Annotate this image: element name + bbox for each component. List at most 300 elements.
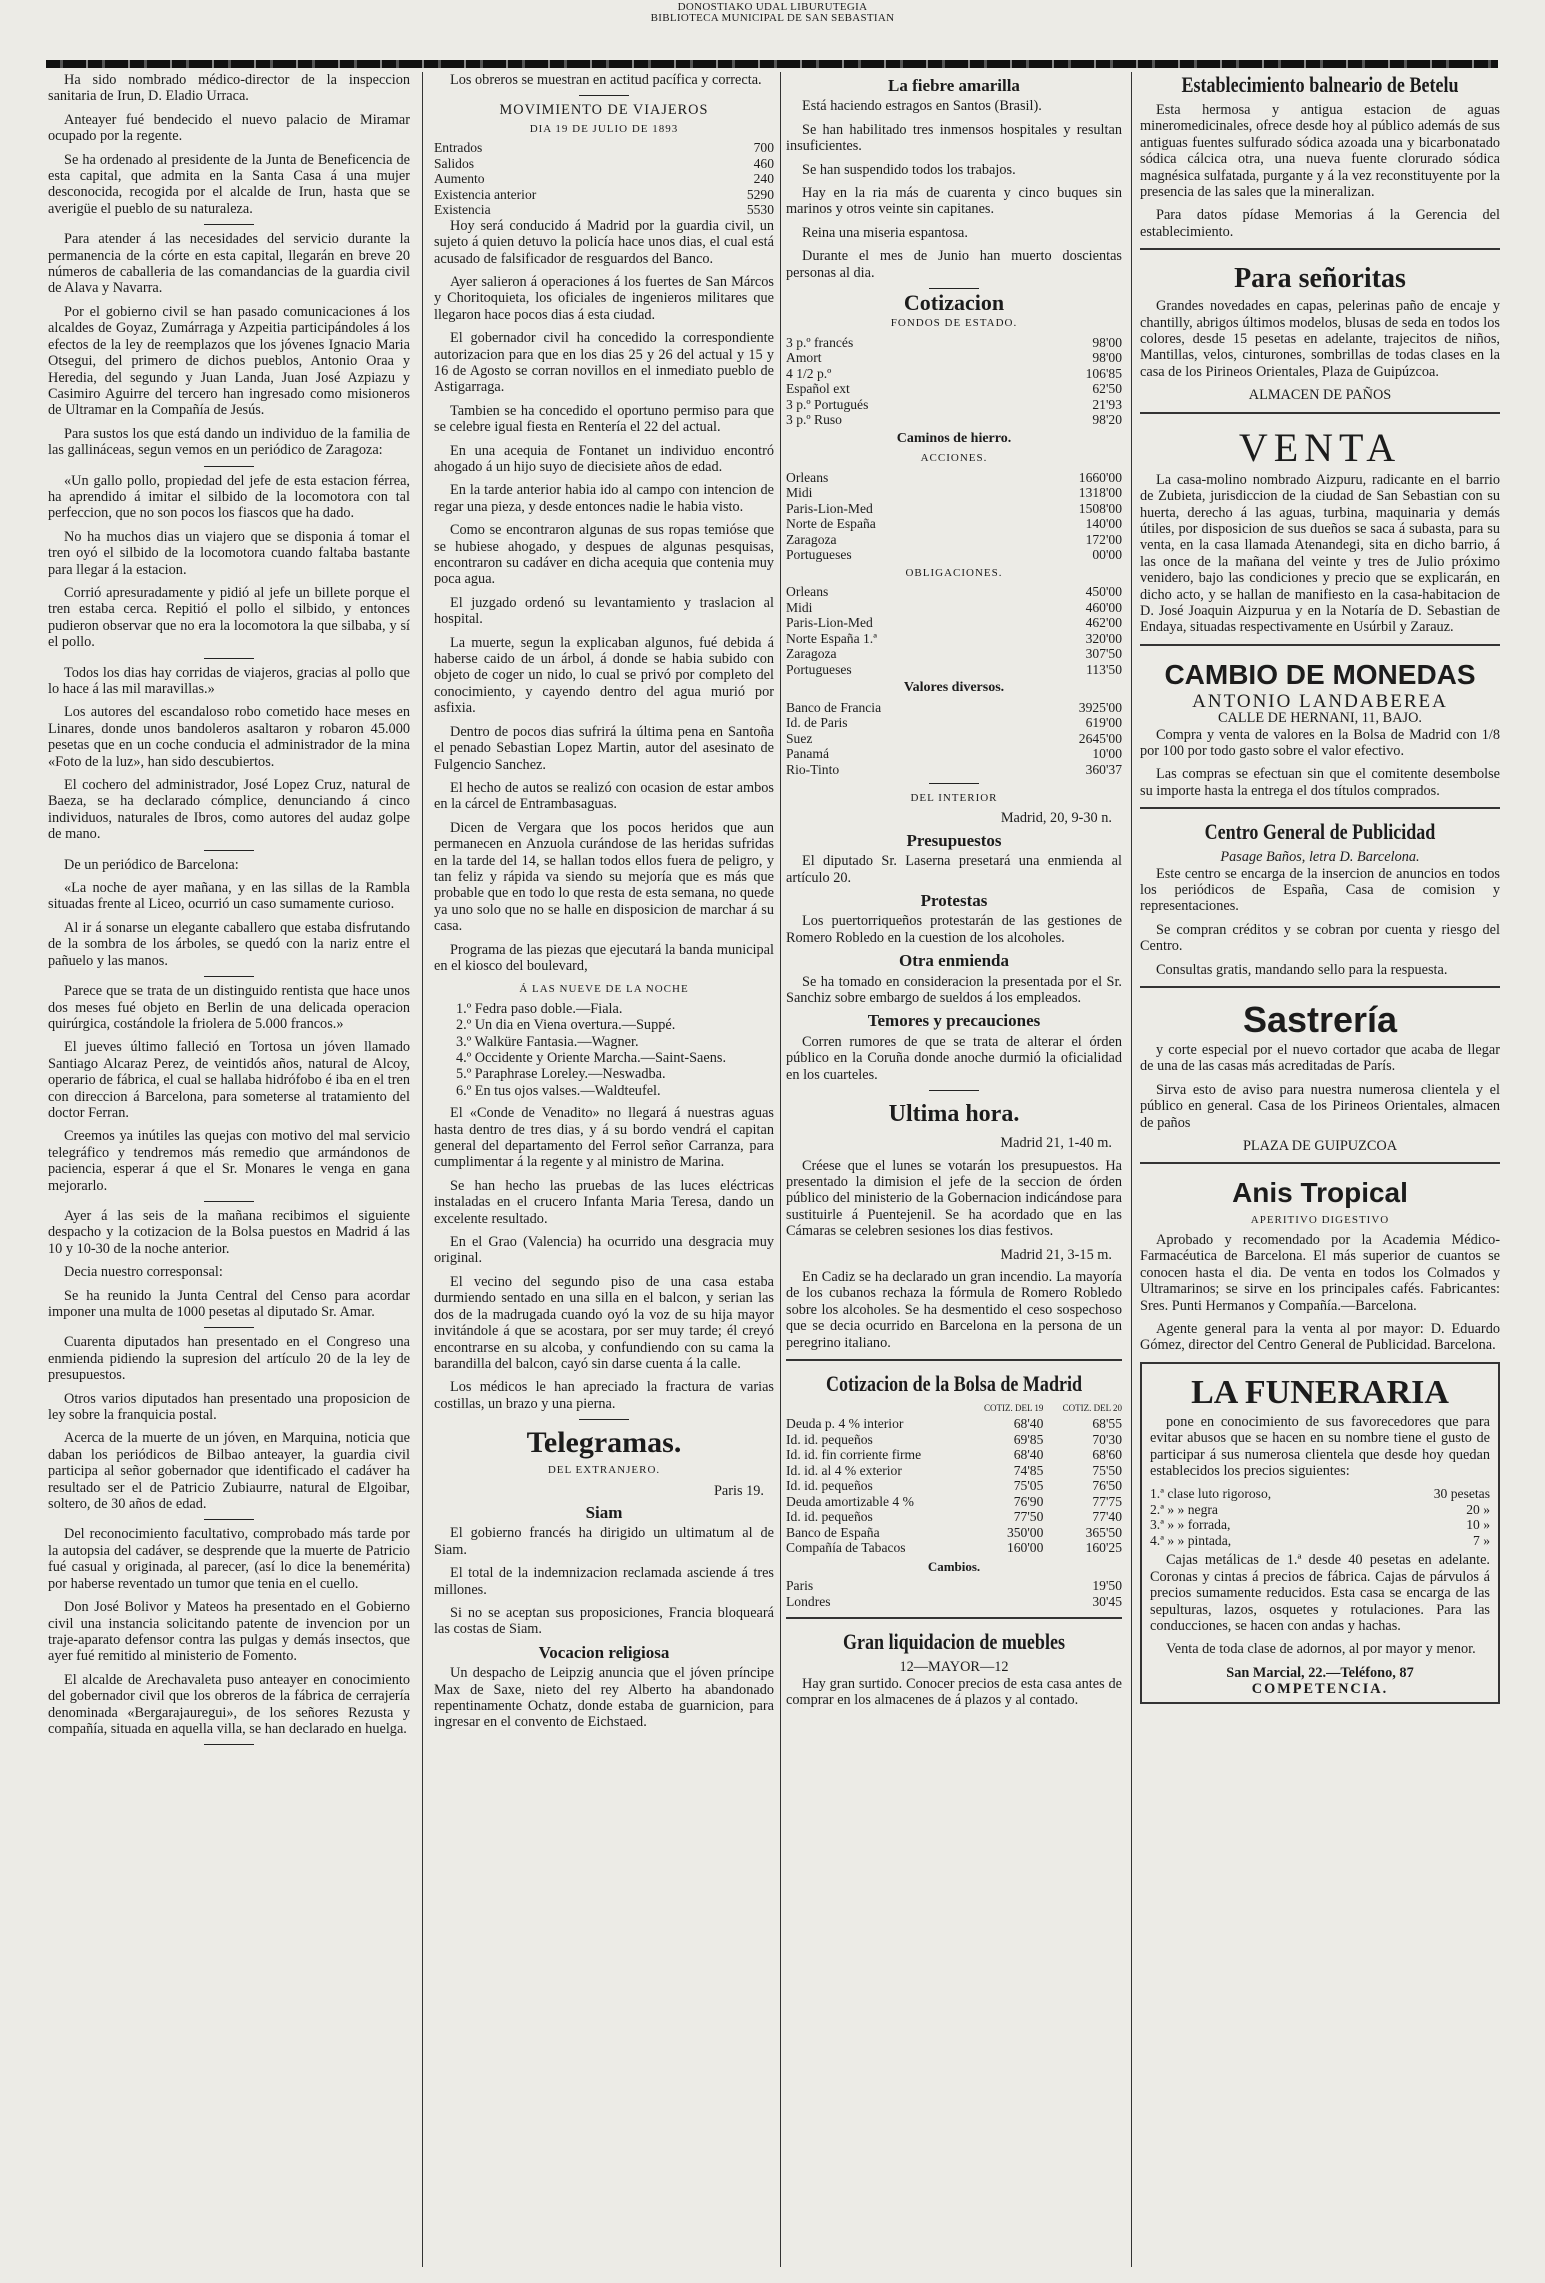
row-value: 2645'00 bbox=[1078, 730, 1122, 746]
state-funds-subheading: FONDOS DE ESTADO. bbox=[890, 317, 1018, 330]
row-value: 240 bbox=[753, 171, 774, 187]
row-label: 2.ª » » negra bbox=[1150, 1501, 1218, 1517]
row-label: Panamá bbox=[786, 746, 830, 761]
news-paragraph: Hay en la ria más de cuarenta y cinco buques sin marinos y otros veinte sin capitanes. bbox=[786, 185, 1122, 218]
news-paragraph: Programa de las piezas que ejecutará la banda municipal en el kiosco del boulevard, bbox=[434, 941, 774, 974]
row-value: 68'60 bbox=[1092, 1447, 1122, 1463]
row-value: 10 » bbox=[1466, 1517, 1490, 1533]
news-paragraph: Por el gobierno civil se han pasado comunicaciones á los alcaldes de Goyaz, Zumárraga y Azpeitia participándoles á los efectos de la ley de reemplazos que los jóvenes Ignacio Maria Otsegui, del primero de dichos pueblos, Antonio Oraa y Heredia, del segundo y Juan Landa, Juan José Azpiazu y Casimiro Aguirre del tercero han ingresado como misioneros de Ultramar en la Compañía de Jesús. bbox=[48, 303, 410, 419]
row-label: 3.ª » » forrada, bbox=[1150, 1517, 1231, 1533]
stock-row bbox=[786, 1509, 1122, 1525]
program-item: 1.º Fedra paso doble.—Fiala. bbox=[456, 1000, 623, 1017]
news-paragraph: Si no se aceptan sus proposiciones, Francia bloqueará las costas de Siam. bbox=[434, 1604, 774, 1638]
news-paragraph: Un despacho de Leipzig anuncia que el jóven príncipe Max de Saxe, nieto del rey Alberto ha abandonado repentinamente Ochatz, donde estaba de guarnicion, para ingresar en el convento de Eichstaed. bbox=[434, 1665, 774, 1731]
row-value: 77'50 bbox=[1013, 1509, 1044, 1525]
ad-text: Venta de toda clase de adornos, al por mayor y menor. bbox=[1166, 1641, 1476, 1658]
row-value: 98'20 bbox=[1092, 412, 1122, 428]
currency-exchange-heading: CAMBIO DE MONEDAS bbox=[1164, 658, 1476, 690]
ad-text: Para datos pídase Memorias á la Gerencia del establecimiento. bbox=[1140, 207, 1500, 240]
budget-heading: Presupuestos bbox=[906, 830, 1002, 850]
news-paragraph: En el Grao (Valencia) ha ocurrido una desgracia muy original. bbox=[434, 1234, 774, 1267]
separator bbox=[204, 1744, 254, 1745]
row-label: Salidos bbox=[434, 155, 475, 171]
column-divider bbox=[780, 72, 781, 2267]
news-paragraph: En Cadiz se ha declarado un gran incendio. La mayoría de los cubanos rechaza la fórmula de Romero Robledo sobre los alcoholes. Se ha desmentido el ceso sospechoso que se decia ocurrido en Barcelona en la persona de un peregrino italiano. bbox=[786, 1268, 1122, 1351]
row-label: Zaragoza bbox=[786, 646, 837, 662]
row-label: Español ext bbox=[786, 381, 850, 397]
news-paragraph: El vecino del segundo piso de una casa estaba durmiendo sentado en una silla en el balcon, y serian las dos de la madrugada cuando oyó la voz de su hija mayor invitándole á que se acostara, por ser muy tarde; él creyó encontrarse en su alcoba, y confundiendo con su cama la barandilla del balcon, cayó sin darse cuenta á la calle. bbox=[434, 1273, 774, 1372]
news-paragraph: No ha muchos dias un viajero que se disponia á tomar el tren oyó el silbido de la locomotora cuando faltaba bastante para llegar á la estacion. bbox=[48, 528, 410, 578]
travellers-table bbox=[434, 140, 774, 218]
row-label: Amort bbox=[786, 350, 822, 366]
stock-row bbox=[786, 1447, 1122, 1463]
stock-row bbox=[786, 1494, 1122, 1510]
news-paragraph: Está haciendo estragos en Santos (Brasil). bbox=[802, 98, 1042, 115]
separator bbox=[204, 1327, 254, 1328]
row-value: 77'40 bbox=[1092, 1509, 1122, 1525]
anis-subheading: APERITIVO DIGESTIVO bbox=[1250, 1214, 1390, 1227]
news-paragraph: Corren rumores de que se trata de alterar el órden público en la Coruña donde anoche durmió la oficialidad en los cuarteles. bbox=[786, 1033, 1122, 1083]
separator bbox=[579, 95, 629, 96]
row-value: 5290 bbox=[746, 186, 774, 202]
stock-row bbox=[786, 1432, 1122, 1448]
row-label: Entrados bbox=[434, 140, 483, 156]
price-row bbox=[1150, 1533, 1490, 1549]
quote-row bbox=[786, 381, 1122, 397]
row-label: Id. id. fin corriente firme bbox=[786, 1447, 922, 1463]
row-label: 1.ª clase luto rigoroso, bbox=[1150, 1486, 1272, 1502]
row-label: Existencia anterior bbox=[434, 186, 537, 202]
funeral-address: San Marcial, 22.—Teléfono, 87 bbox=[1226, 1664, 1414, 1681]
row-value: 98'00 bbox=[1092, 334, 1122, 350]
railways-subheading: Caminos de hierro. bbox=[896, 430, 1012, 446]
quote-row bbox=[786, 501, 1122, 517]
quote-row bbox=[786, 584, 1122, 600]
row-value: 68'40 bbox=[1013, 1447, 1044, 1463]
column-advertisements bbox=[1140, 72, 1500, 2267]
news-paragraph: Acerca de la muerte de un jóven, en Marquina, noticia que daban los periódicos de Bilbao anteayer, la guardia civil participa al señor gobernador que identificado el cadáver ha resultado ser el de Patricio Zubiaurre, natural de Elgoibar, soltero, de 30 años de edad. bbox=[48, 1430, 410, 1513]
separator bbox=[929, 1090, 979, 1091]
travellers-row bbox=[434, 140, 774, 156]
row-value: 00'00 bbox=[1092, 547, 1122, 563]
row-label: Midi bbox=[786, 599, 813, 615]
row-label: Paris-Lion-Med bbox=[786, 500, 873, 516]
news-paragraph: Se ha tomado en consideracion la presentada por el Sr. Sanchiz sobre embargo de sueldos á los empleados. bbox=[786, 973, 1122, 1007]
row-value: 70'30 bbox=[1092, 1431, 1122, 1447]
row-value: 19'50 bbox=[1092, 1578, 1122, 1594]
state-funds-table bbox=[786, 335, 1122, 428]
quote-row bbox=[786, 731, 1122, 747]
funeral-price-table bbox=[1150, 1486, 1490, 1548]
news-paragraph: Al ir á sonarse un elegante caballero que estaba disfrutando de la sombra de los árboles, se quedó con la nariz entre el pañuelo y las manos. bbox=[48, 919, 410, 969]
row-value: 172'00 bbox=[1085, 531, 1122, 547]
travellers-row bbox=[434, 202, 774, 218]
column-header: COTIZ. DEL 20 bbox=[1062, 1402, 1122, 1413]
news-paragraph: Para atender á las necesidades del servicio durante la permanencia de la córte en esta capital, llegarán en breve 20 números de caballeria de las comandancias de la guardia civil de Alava y Navarra. bbox=[48, 231, 410, 297]
stock-row bbox=[786, 1478, 1122, 1494]
row-value: 307'50 bbox=[1085, 646, 1122, 662]
news-paragraph: Del reconocimiento facultativo, comprobado más tarde por la autopsia del cadáver, se desprende que la muerte de Patricio fué casual y originada, al parecer, (así lo dice la benemérita) por haberse reventado un tumor que tenia en el cuello. bbox=[48, 1526, 410, 1592]
shares-subheading: ACCIONES. bbox=[920, 452, 988, 465]
row-value: 1318'00 bbox=[1078, 485, 1122, 501]
abroad-subheading: DEL EXTRANJERO. bbox=[547, 1464, 661, 1477]
sale-heading: VENTA bbox=[1238, 424, 1402, 470]
shares-table bbox=[786, 470, 1122, 563]
table-header bbox=[786, 1401, 1122, 1417]
news-paragraph: Se han suspendido todos los trabajos. bbox=[802, 161, 1016, 178]
fears-heading: Temores y precauciones bbox=[867, 1011, 1041, 1031]
quote-row bbox=[786, 746, 1122, 762]
ad-text: pone en conocimiento de sus favorecedores que para evitar abusos que se hacen en su nombre tiene el gusto de participar á sus numerosa clientela que desde hoy quedan establecidos los precios siguientes: bbox=[1150, 1413, 1490, 1479]
news-paragraph: El gobierno francés ha dirigido un ultimatum al de Siam. bbox=[434, 1525, 774, 1558]
funeral-heading: LA FUNERARIA bbox=[1191, 1373, 1449, 1411]
column-news-telegrams bbox=[434, 72, 774, 2267]
quote-row bbox=[786, 485, 1122, 501]
last-hour-heading: Ultima hora. bbox=[888, 1101, 1020, 1128]
row-value: 77'75 bbox=[1092, 1493, 1122, 1509]
price-row bbox=[1150, 1502, 1490, 1518]
quote-row bbox=[786, 646, 1122, 662]
row-label: Id. id. pequeños bbox=[786, 1509, 873, 1525]
column-local-news bbox=[48, 72, 410, 2267]
madrid-dateline: Madrid, 20, 9-30 n. bbox=[1000, 810, 1112, 827]
quote-row bbox=[786, 516, 1122, 532]
news-paragraph: El diputado Sr. Laserna presetará una enmienda al artículo 20. bbox=[786, 853, 1122, 886]
news-paragraph: Otros varios diputados han presentado una proposicion de ley sobre la franquicia postal. bbox=[48, 1390, 410, 1424]
row-value: 160'25 bbox=[1085, 1540, 1122, 1556]
news-paragraph: Se han hecho las pruebas de las luces eléctricas instaladas en el crucero Infanta Maria Teresa, dando un excelente resultado. bbox=[434, 1177, 774, 1227]
row-label: Norte de España bbox=[786, 516, 876, 532]
row-value: 30 pesetas bbox=[1433, 1486, 1490, 1502]
news-paragraph: En la tarde anterior habia ido al campo con intencion de regar una pieza, y desde entonces nadie le habia visto. bbox=[434, 482, 774, 515]
row-label: Banco de Francia bbox=[786, 699, 882, 715]
row-value: 460 bbox=[753, 155, 774, 171]
news-paragraph: Durante el mes de Junio han muerto doscientas personas al dia. bbox=[786, 248, 1122, 281]
quote-row bbox=[786, 470, 1122, 486]
news-paragraph: Parece que se trata de un distinguido rentista que hace unos dos meses fué objeto en Berlin de una delicada operacion quirúrgica, costándole la friolera de 5.000 francos.» bbox=[48, 983, 410, 1032]
separator bbox=[204, 976, 254, 977]
furniture-sale-heading: Gran liquidacion de muebles bbox=[842, 1629, 1066, 1655]
quote-row bbox=[786, 662, 1122, 678]
travellers-date: DIA 19 DE JULIO DE 1893 bbox=[529, 122, 679, 135]
paris-dateline: Paris 19. bbox=[713, 1482, 764, 1499]
separator bbox=[204, 466, 254, 467]
row-value: 75'50 bbox=[1092, 1462, 1122, 1478]
interior-subheading: DEL INTERIOR bbox=[910, 792, 998, 804]
travellers-row bbox=[434, 156, 774, 172]
ad-text: Compra y venta de valores en la Bolsa de Madrid con 1/8 por 100 por todo gasto sobre el valor efectivo. bbox=[1140, 726, 1500, 759]
program-item: 5.º Paraphrase Loreley.—Neswadba. bbox=[456, 1066, 666, 1083]
row-value: 320'00 bbox=[1085, 630, 1122, 646]
news-paragraph: Los autores del escandaloso robo cometido hace meses en Linares, donde unos bandoleros asaltaron y robaron 45.000 pesetas que en un coche conducia el administrador de la mina «Foto de la luz», han sido descubiertos. bbox=[48, 704, 410, 770]
row-label: Suez bbox=[786, 730, 813, 746]
ad-text: Grandes novedades en capas, pelerinas paño de encaje y chantilly, abrigos últimos modelos, blusas de seda en todos los colores, desde 15 pesetas en adelante, trajecitos de niños, Mantillas, velos, cinturones, sombrillas de todas clases en la casa de los Pirineos Orientales, Plaza de Guipúzcoa. bbox=[1140, 298, 1500, 380]
news-paragraph: Corrió apresuradamente y pidió al jefe un billete porque el tren estaba cerca. Repitió el pollo el silbido, y entonces pudieron observar que no era la locomotora la que silbaba, y sí el pollo. bbox=[48, 584, 410, 651]
quote-row bbox=[786, 532, 1122, 548]
ad-signature: ALMACEN DE PAÑOS bbox=[1248, 387, 1392, 404]
separator bbox=[204, 850, 254, 851]
news-paragraph: El hecho de autos se realizó con ocasion de estar ambos en la cárcel de Entrambasaguas. bbox=[434, 779, 774, 813]
news-paragraph: «Un gallo pollo, propiedad del jefe de esta estacion férrea, ha aprendido á imitar el silbido de la locomotora con tal perfeccion, que no son pocos los fiascos que ha dado. bbox=[48, 472, 410, 522]
bonds-subheading: OBLIGACIONES. bbox=[905, 566, 1003, 579]
row-value: 76'90 bbox=[1013, 1493, 1044, 1509]
row-value: 113'50 bbox=[1086, 661, 1122, 677]
madrid-stock-heading: Cotizacion de la Bolsa de Madrid bbox=[825, 1370, 1083, 1396]
news-paragraph: El jueves último falleció en Tortosa un jóven llamado Santiago Alcaraz Perez, de veintidós años, natural de Alcoy, operario de fábrica, el cual se hallaba hidrófobo é iba en el tren con direccion á Barcelona, para someterse al tratamiento del doctor Ferran. bbox=[48, 1039, 410, 1121]
row-value: 160'00 bbox=[1006, 1540, 1044, 1556]
quote-row bbox=[786, 600, 1122, 616]
news-paragraph: El «Conde de Venadito» no llegará á nuestras aguas hasta dentro de tres dias, y á su bordo vendrá el capitan general del departamento del Ferrol señor Carranza, para cumplimentar á la regente y al ministro de Marina. bbox=[434, 1105, 774, 1171]
furniture-address: 12—MAYOR—12 bbox=[899, 1659, 1009, 1676]
row-value: 30'45 bbox=[1092, 1593, 1122, 1609]
row-label: Portugueses bbox=[786, 661, 852, 677]
news-paragraph: Decia nuestro corresponsal: bbox=[64, 1264, 223, 1281]
various-securities-subheading: Valores diversos. bbox=[903, 680, 1005, 696]
separator bbox=[204, 1201, 254, 1202]
news-paragraph: El gobernador civil ha concedido la correspondiente autorizacion para que en los dias 25 y 26 del actual y 15 y 16 de Agosto se corran novillos en el inmediato pueblo de Astigarraga. bbox=[434, 330, 774, 396]
row-value: 619'00 bbox=[1085, 715, 1122, 730]
row-value: 21'93 bbox=[1092, 396, 1122, 412]
siam-heading: Siam bbox=[585, 1502, 623, 1522]
row-value: 98'00 bbox=[1092, 350, 1122, 366]
row-label: 4.ª » » pintada, bbox=[1150, 1532, 1232, 1548]
row-value: 76'50 bbox=[1092, 1478, 1122, 1494]
news-paragraph: Reina una miseria espantosa. bbox=[802, 224, 968, 241]
column-divider bbox=[1131, 72, 1132, 2267]
news-paragraph: En una acequia de Fontanet un individuo encontró ahogado á un hijo suyo de diecisiete años de edad. bbox=[434, 442, 774, 475]
row-value: 360'37 bbox=[1085, 761, 1122, 777]
madrid-stock-table bbox=[786, 1401, 1122, 1556]
news-paragraph: Se ha reunido la Junta Central del Censo para acordar imponer una multa de 1000 pesetas al diputado Sr. Amar. bbox=[48, 1287, 410, 1320]
ad-text: Hay gran surtido. Conocer precios de esta casa antes de comprar en los almacenes de á plazos y al contado. bbox=[786, 1675, 1122, 1709]
row-label: Compañía de Tabacos bbox=[786, 1540, 906, 1556]
row-value: 1660'00 bbox=[1078, 469, 1122, 485]
row-value: 1508'00 bbox=[1078, 500, 1122, 516]
quote-row bbox=[786, 615, 1122, 631]
ad-text: Agente general para la venta al por mayor: D. Eduardo Gómez, director del Centro General de Publicidad. Barcelona. bbox=[1140, 1320, 1500, 1354]
row-label: 3 p.º Portugués bbox=[786, 396, 869, 412]
price-row bbox=[1150, 1517, 1490, 1533]
news-paragraph: El juzgado ordenó su levantamiento y traslacion al hospital. bbox=[434, 594, 774, 628]
row-label: Zaragoza bbox=[786, 531, 837, 547]
ad-text: Aprobado y recomendado por la Academia Médico-Farmacéutica de Barcelona. El más superior de cuantos se conocen hasta el dia. De venta en todos los Colmados y Ultramarinos; se sirve en los principales cafés. Fabricantes: Sres. Punti Hermanos y Compañía.—Barcelona. bbox=[1140, 1231, 1500, 1314]
program-item: 3.º Walküre Fantasia.—Wagner. bbox=[456, 1033, 639, 1050]
ad-address: Pasage Baños, letra D. Barcelona. bbox=[1220, 849, 1420, 866]
news-paragraph: De un periódico de Barcelona: bbox=[64, 856, 239, 873]
ad-text: Consultas gratis, mandando sello para la respuesta. bbox=[1156, 961, 1448, 978]
quotation-heading: Cotizacion bbox=[903, 290, 1005, 316]
row-label: Portugueses bbox=[786, 547, 852, 563]
column-divider bbox=[422, 72, 423, 2267]
news-paragraph: Dicen de Vergara que los pocos heridos que aun permanecen en Anzuola curándose de las heridas sufridas en la tarde del 14, se hallan todos ellos fuera de peligro, y tan feliz y rápida va siendo su mejoría que es más que probable que en todo lo que resta de esta semana, no quede ya uno solo que no se halle en disposicion de marchar á su casa. bbox=[434, 819, 774, 935]
row-value: 62'50 bbox=[1092, 381, 1122, 397]
news-paragraph: Hoy será conducido á Madrid por la guardia civil, un sujeto á quien detuvo la policía hace unos dias, el cual está acusado de falsificador de resguardos del Banco. bbox=[434, 217, 774, 267]
quote-row bbox=[786, 366, 1122, 382]
quote-row bbox=[786, 412, 1122, 428]
row-label: Existencia bbox=[434, 202, 491, 218]
news-paragraph: El alcalde de Arechavaleta puso anteayer en conocimiento del gobernador civil que los obreros de la fábrica de cerrajería denominada «Bergarajauregui», de los señores Rezusta y compañía, situada en aquella villa, se han declarado en huelga. bbox=[48, 1671, 410, 1737]
exchange-row bbox=[786, 1578, 1122, 1594]
separator bbox=[204, 658, 254, 659]
row-value: 5530 bbox=[746, 202, 774, 218]
row-label: Orleans bbox=[786, 469, 829, 485]
quote-row bbox=[786, 762, 1122, 778]
row-label: Paris-Lion-Med bbox=[786, 615, 873, 631]
news-paragraph: Ha sido nombrado médico-director de la inspeccion sanitaria de Irun, D. Eladio Urraca. bbox=[48, 72, 410, 105]
ad-text: y corte especial por el nuevo cortador que acaba de llegar de una de las casas más acreditadas de París. bbox=[1140, 1042, 1500, 1075]
funeral-ad bbox=[1140, 1362, 1500, 1704]
row-value: 106'85 bbox=[1085, 365, 1122, 381]
row-value: 365'50 bbox=[1085, 1524, 1122, 1540]
various-securities-table bbox=[786, 700, 1122, 778]
stock-row bbox=[786, 1525, 1122, 1541]
library-name-basque: DONOSTIAKO UDAL LIBURUTEGIA bbox=[677, 1, 868, 13]
price-row bbox=[1150, 1486, 1490, 1502]
row-value: 3925'00 bbox=[1078, 699, 1122, 715]
row-label: Id. id. al 4 % exterior bbox=[786, 1462, 902, 1478]
row-label: 4 1/2 p.º bbox=[786, 365, 832, 381]
exchange-subheading: Cambios. bbox=[927, 1558, 981, 1574]
amendment-heading: Otra enmienda bbox=[898, 951, 1010, 971]
news-paragraph: Los médicos le han apreciado la fractura de varias costillas, un brazo y una pierna. bbox=[434, 1379, 774, 1412]
top-decorative-rule bbox=[46, 60, 1498, 68]
row-value: 450'00 bbox=[1085, 584, 1122, 600]
news-paragraph: «La noche de ayer mañana, y en las sillas de la Rambla situadas frente al Liceo, ocurrió un caso sumamente curioso. bbox=[48, 880, 410, 913]
row-value: 75'05 bbox=[1013, 1478, 1044, 1494]
row-value: 350'00 bbox=[1006, 1524, 1044, 1540]
ladies-heading: Para señoritas bbox=[1234, 263, 1406, 295]
row-label: Deuda amortizable 4 % bbox=[786, 1493, 914, 1509]
row-value: 68'55 bbox=[1092, 1416, 1122, 1432]
row-label: Midi bbox=[786, 485, 813, 501]
publicity-heading: Centro General de Publicidad bbox=[1204, 819, 1436, 845]
library-name-spanish: BIBLIOTECA MUNICIPAL DE SAN SEBASTIAN bbox=[650, 12, 895, 24]
news-paragraph: Los obreros se muestran en actitud pacífica y correcta. bbox=[450, 72, 762, 88]
news-paragraph: Ayer salieron á operaciones á los fuertes de San Márcos y Choritoquieta, los oficiales de ingenieros militares que llegaron hace pocos dias á esta ciudad. bbox=[434, 273, 774, 323]
program-item: 6.º En tus ojos valses.—Waldteufel. bbox=[456, 1082, 661, 1099]
row-value: 68'40 bbox=[1013, 1416, 1044, 1432]
ad-text: Este centro se encarga de la insercion de anuncios en todos los periódicos de España, Casa de comision y representaciones. bbox=[1140, 865, 1500, 915]
row-label: Paris bbox=[786, 1578, 814, 1594]
music-program bbox=[434, 1001, 774, 1099]
quote-row bbox=[786, 700, 1122, 716]
news-paragraph: El total de la indemnizacion reclamada asciende á tres millones. bbox=[434, 1565, 774, 1598]
row-label: Norte España 1.ª bbox=[786, 630, 877, 646]
telegrams-heading: Telegramas. bbox=[526, 1426, 682, 1460]
vocation-heading: Vocacion religiosa bbox=[538, 1642, 670, 1662]
quote-row bbox=[786, 335, 1122, 351]
news-paragraph: Tambien se ha concedido el oportuno permiso para que se celebre igual fiesta en Rentería el 22 del actual. bbox=[434, 402, 774, 436]
news-paragraph: Ayer á las seis de la mañana recibimos el siguiente despacho y la cotizacion de la Bolsa puestos en Madrid á las 10 y 10-30 de la noche anterior. bbox=[48, 1207, 410, 1257]
news-paragraph: El cochero del administrador, José Lopez Cruz, natural de Baeza, se ha declarado cómplice, denunciando á cinco individuos, naturales de Ibros, como autores del audaz golpe de mano. bbox=[48, 777, 410, 843]
ad-text: Se compran créditos y se cobran por cuenta y riesgo del Centro. bbox=[1140, 921, 1500, 955]
ad-text: Cajas metálicas de 1.ª desde 40 pesetas en adelante. Coronas y cintas á precios de fábrica. Cajas de párvulos á precios sumamente reducidos. Esta casa se encarga de las sepulturas, lazos, osquetes y rotulaciones. Para las conducciones, se hacen con andas y hachas. bbox=[1150, 1552, 1490, 1634]
stock-row bbox=[786, 1463, 1122, 1479]
quote-row bbox=[786, 397, 1122, 413]
news-paragraph: Como se encontraron algunas de sus ropas temióse que se hubiese ahogado, y despues de algunas pesquisas, encontraron su cadáver en dicha acequia que contenia muy poca agua. bbox=[434, 522, 774, 588]
row-value: 69'85 bbox=[1013, 1431, 1044, 1447]
row-label: Orleans bbox=[786, 584, 829, 600]
news-paragraph: Se han habilitado tres inmensos hospitales y resultan insuficientes. bbox=[786, 121, 1122, 155]
ad-text: La casa-molino nombrado Aizpuru, radicante en el barrio de Zubieta, jurisdiccion de la ciudad de San Sebastian con su huerta, derecho á las aguas, turbina, maquinaria y demás útiles, por disposicion de sus dueños se saca á subasta, para su venta, en la casa llamada Atenandegi, sita en dicho barrio, á las once de la mañana del veinte y tres de Julio próximo venidero, bajo las condiciones y precio que se explicarán, en dicho acto, y se hallan de manifiesto en la casa-habitacion de D. José Joaquin Aizpurua y en la Notaría de D. Sebastian de Endaya, situadas respectivamente en Usúrbil y Zarauz. bbox=[1140, 471, 1500, 636]
separator bbox=[204, 1519, 254, 1520]
row-label: Banco de España bbox=[786, 1524, 880, 1540]
news-paragraph: Dentro de pocos dias sufrirá la última pena en Santoña el penado Sebastian Lopez Martin, autor del asesinato de Fulgencio Sanchez. bbox=[434, 723, 774, 773]
news-paragraph: Para sustos los que está dando un individuo de la familia de las gallináceas, segun vemos en un periódico de Zaragoza: bbox=[48, 425, 410, 459]
stock-row bbox=[786, 1540, 1122, 1556]
tailor-heading: Sastrería bbox=[1242, 999, 1398, 1041]
quote-row bbox=[786, 350, 1122, 366]
row-value: 20 » bbox=[1466, 1501, 1490, 1517]
madrid-dateline: Madrid 21, 3-15 m. bbox=[1000, 1246, 1112, 1263]
travellers-row bbox=[434, 187, 774, 203]
library-header bbox=[0, 2, 1545, 24]
separator bbox=[579, 1419, 629, 1420]
column-header: COTIZ. DEL 19 bbox=[983, 1402, 1044, 1413]
program-item: 4.º Occidente y Oriente Marcha.—Saint-Saens. bbox=[456, 1050, 727, 1066]
row-value: 74'85 bbox=[1013, 1462, 1044, 1478]
row-label: Deuda p. 4 % interior bbox=[786, 1416, 904, 1432]
separator bbox=[929, 783, 979, 784]
travellers-row bbox=[434, 171, 774, 187]
row-label: 3 p.º francés bbox=[786, 334, 854, 350]
madrid-dateline: Madrid 21, 1-40 m. bbox=[1000, 1135, 1112, 1152]
stock-row bbox=[786, 1416, 1122, 1432]
row-value: 140'00 bbox=[1085, 516, 1122, 532]
news-paragraph: Creemos ya inútiles las quejas con motivo del mal servicio telegráfico y tendremos más remedio que armándonos de paciencia, esperar á que el Sr. Monares le venga en gana mejorarlo. bbox=[48, 1128, 410, 1194]
exchange-row bbox=[786, 1594, 1122, 1610]
ad-text: Sirva esto de aviso para nuestra numerosa clientela y el público en general. Casa de los Pirineos Orientales, almacen de paños bbox=[1140, 1081, 1500, 1131]
bonds-table bbox=[786, 584, 1122, 677]
ad-name: ANTONIO LANDABEREA bbox=[1192, 690, 1448, 712]
row-label: Id. de Paris bbox=[786, 715, 848, 730]
ad-text: Las compras se efectuan sin que el comitente desembolse su importe hasta la entrega el dos títulos comprados. bbox=[1140, 766, 1500, 799]
row-value: 10'00 bbox=[1092, 746, 1122, 761]
travellers-title: MOVIMIENTO DE VIAJEROS bbox=[499, 102, 709, 119]
quote-row bbox=[786, 715, 1122, 731]
quote-row bbox=[786, 631, 1122, 647]
yellow-fever-heading: La fiebre amarilla bbox=[888, 76, 1020, 95]
row-value: 460'00 bbox=[1085, 599, 1122, 615]
news-paragraph: Los puertorriqueños protestarán de las gestiones de Romero Robledo en la cuestion de los alcoholes. bbox=[786, 913, 1122, 946]
news-paragraph: Don José Bolivor y Mateos ha presentado en el Gobierno civil una instancia solicitando patente de invencion por un traje-aparato defensor contra las pulgas y demás insectos, que ayer fué remitido al ministerio de Fomento. bbox=[48, 1599, 410, 1665]
separator bbox=[204, 224, 254, 225]
row-label: 3 p.º Ruso bbox=[786, 412, 842, 428]
funeral-slogan: COMPETENCIA. bbox=[1251, 1681, 1389, 1698]
row-label: Londres bbox=[786, 1593, 831, 1609]
row-value: 7 » bbox=[1473, 1532, 1490, 1548]
program-subtitle: Á LAS NUEVE DE LA NOCHE bbox=[519, 983, 689, 996]
row-value: 700 bbox=[753, 140, 774, 156]
row-value: 462'00 bbox=[1085, 615, 1122, 631]
anis-heading: Anis Tropical bbox=[1232, 1177, 1408, 1209]
news-paragraph: Se ha ordenado al presidente de la Junta de Beneficencia de esta capital, que admita en la Santa Casa á una mujer desconocida, recogida por el alcalde de Irun, hasta que se averigüe el pueblo de su naturaleza. bbox=[48, 151, 410, 217]
quote-row bbox=[786, 547, 1122, 563]
ad-signature: PLAZA DE GUIPUZCOA bbox=[1242, 1138, 1398, 1155]
protests-heading: Protestas bbox=[920, 891, 988, 911]
row-label: Id. id. pequeños bbox=[786, 1431, 873, 1447]
news-paragraph: Créese que el lunes se votarán los presupuestos. Ha presentado la dimision el jefe de la seccion de órden público del ministerio de la Gobernacion indicándose para sustituirle á Puentejenil. Se ha acordado que en las Cámaras se celebren sesiones los dias festivos. bbox=[786, 1157, 1122, 1240]
column-quotes bbox=[786, 72, 1122, 2267]
news-paragraph: Cuarenta diputados han presentado en el Congreso una enmienda pidiendo la supresion del artículo 20 de la ley de presupuestos. bbox=[48, 1334, 410, 1384]
ad-text: Esta hermosa y antigua estacion de aguas mineromedicinales, ofrece desde hoy al público además de sus antiguas fuentes sulfurado sódica azoada una y bicarbonatado sódica cálcica otra, una nueva fuente clorurado sódica magnésica sulfatada, purgante y á la vez reconstituyente por la presencia de las sales que la mineralizan. bbox=[1140, 102, 1500, 201]
row-label: Rio-Tinto bbox=[786, 761, 840, 777]
program-item: 2.º Un dia en Viena overtura.—Suppé. bbox=[456, 1017, 676, 1034]
row-label: Aumento bbox=[434, 171, 485, 187]
betelu-heading: Establecimiento balneario de Betelu bbox=[1181, 72, 1459, 97]
exchange-table bbox=[786, 1578, 1122, 1609]
news-paragraph: Anteayer fué bendecido el nuevo palacio de Miramar ocupado por la regente. bbox=[48, 111, 410, 145]
